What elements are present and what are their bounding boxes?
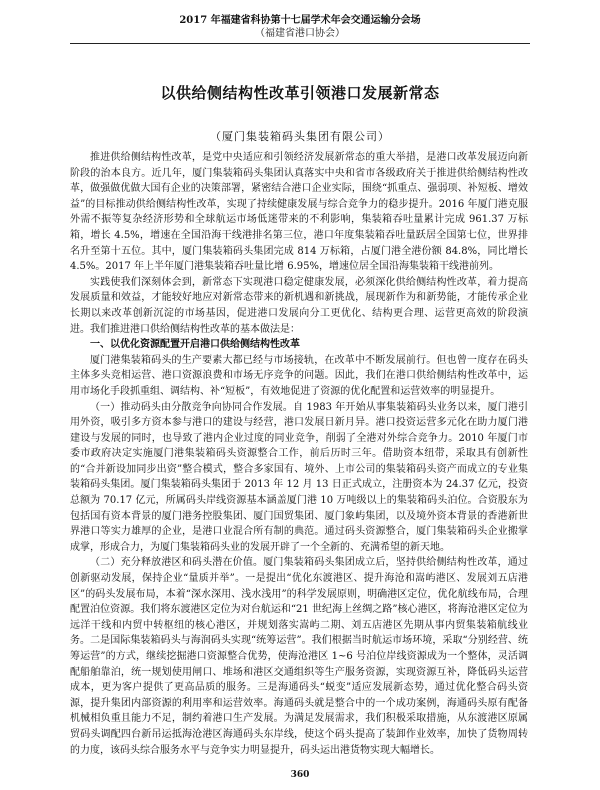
body-paragraph: 厦门港集装箱码头的生产要素大都已经与市场接轨，在改革中不断发展前行。但也曾一度存在码头主体多头竞相运营、港口资源浪费和市场无序竞争的问题。因此，我们在港口供给侧结构性改革中，运用市场化手段抓重组、调结构、补“短板”，有效地促进了资源的优化配置和运营效率的明显提升。 bbox=[70, 354, 528, 397]
running-head bbox=[0, 14, 600, 40]
section-heading: 一、以优化资源配置开启港口供给侧结构性改革 bbox=[90, 339, 300, 351]
article-body bbox=[70, 150, 528, 758]
author-affiliation: （厦门集装箱码头集团有限公司） bbox=[210, 130, 390, 143]
body-paragraph: 推进供给侧结构性改革，是党中央适应和引领经济发展新常态的重大举措，是港口改革发展迈向新阶段的治本良方。近几年，厦门集装箱码头集团认真落实中央和省市各级政府关于推进供给侧结构性改革，做强做优做大国有企业的决策部署，紧密结合港口企业实际，围绕“抓重点、强弱项、补短板、增效益”的目标推动供给侧结构性改革，实现了持续健康发展与综合竞争力的稳步提升。2016 年厦门港克服外需不振等复杂经济形势和全球航运市场低迷带来的不利影响，集装箱吞吐量累计完成 961.37 万标箱，增长 4.5%，增速在全国沿海干线港排名第三位，港口年度集装箱吞吐量跃居全国第七位，世界排名升至第十五位。其中，厦门集装箱码头集团完成 814 万标箱，占厦门港全港份额 84.8%，同比增长 4.5%。2017 年上半年厦门港集装箱吞吐量比增 6.95%，增速位居全国沿海集装箱干线港前列。 bbox=[70, 152, 528, 273]
body-paragraph: （二）充分释放港区和码头潜在价值。厦门集装箱码头集团成立后，坚持供给侧结构性改革，通过创新驱动发展，保持企业“量质并举”。一是提出“优化东渡港区、提升海沧和嵩屿港区、发展刘五店港区”的码头发展布局，本着“深水深用、浅水浅用”的科学发展原则，明确港区定位，优化航线布局，合理配置泊位资源。我们将东渡港区定位为对台航运和“21 世纪海上丝绸之路”核心港区，将海沧港区定位为远洋干线和内贸中转枢纽的核心港区，并规划落实嵩屿二期、刘五店港区先期从事内贸集装箱航线业务。二是国际集装箱码头与海润码头实现“统筹运营”。我们根据当时航运市场环境，采取“分别经营、统筹运营”的方式，继续挖掘港口资源整合优势，使海沧港区 1~6 号泊位岸线资源成为一个整体，灵活调配船舶靠泊，统一规划使用闸口、堆场和港区交通组织等生产服务资源，实现资源互补，降低码头运营成本，更为客户提供了更高品质的服务。三是海通码头“蜕变”适应发展新态势，通过优化整合码头资源，提升集团内部资源的利用率和运营效率。海通码头就是整合中的一个成功案例，海通码头原有配备机械相负重且能力不足，制约着港口生产发展。为满足发展需求，我们积极采取措施，从东渡港区原属贸码头调配四台新吊运抵海沧港区海通码头东岸线，使这个码头提高了装卸作业效率，加快了货物周转的力度，该码头综合服务水平与竞争实力明显提升，码头运出港货物实现大幅增长。 bbox=[70, 557, 528, 756]
body-paragraph: 实践使我们深刻体会到，新常态下实现港口稳定健康发展，必须深化供给侧结构性改革，着力提高发展质量和效益，才能较好地应对新常态带来的新机遇和新挑战，展现新作为和新势能，才能传承企业长期以来改革创新沉淀的市场基因，促进港口发展向分工更优化、结构更合理、运营更高效的阶段演进。我们推进港口供给侧结构性改革的基本做法是： bbox=[70, 276, 528, 335]
body-paragraph: （一）推动码头由分散竞争向协同合作发展。自 1983 年开始从事集装箱码头业务以来，厦门港引用外资，吸引多方资本参与港口的建设与经营，港口发展日新月异。港口投资运营多元化在助力厦门港建设与发展的同时，也导致了港内企业过度的同业竞争，削弱了全港对外综合竞争力。2010 年厦门市委市政府决定实施厦门港集装箱码头资源整合工作，前后历时三年。借助资本纽带，采取具有创新性的“合并新设加同步出资”整合模式，整合多家国有、境外、上市公司的集装箱码头资产而成立的专业集装箱码头集团。厦门集装箱码头集团于 2013 年 12 月 13 日正式成立，注册资本为 24.37 亿元，投资总额为 70.17 亿元，所属码头岸线资源基本涵盖厦门港 10 万吨级以上的集装箱码头泊位。合资股东为包括国有资本背景的厦门港务控股集团、厦门国贸集团、厦门象屿集团，以及境外资本背景的香港新世界港口等实力雄厚的企业，是港口业混合所有制的典范。通过码头资源整合，厦门集装箱码头企业搬掌成掌，形成合力，为厦门集装箱码头业的发展开辟了一个全新的、充满希望的新天地。 bbox=[70, 401, 528, 553]
running-head-conference: 2017 年福建省科协第十七届学术年会交通运输分会场 bbox=[179, 15, 421, 26]
article-title: 以供给侧结构性改革引领港口发展新常态 bbox=[160, 84, 440, 102]
page-number: 360 bbox=[290, 770, 310, 780]
header-divider bbox=[70, 43, 530, 44]
running-head-organizer: （福建省港口协会） bbox=[255, 28, 345, 39]
